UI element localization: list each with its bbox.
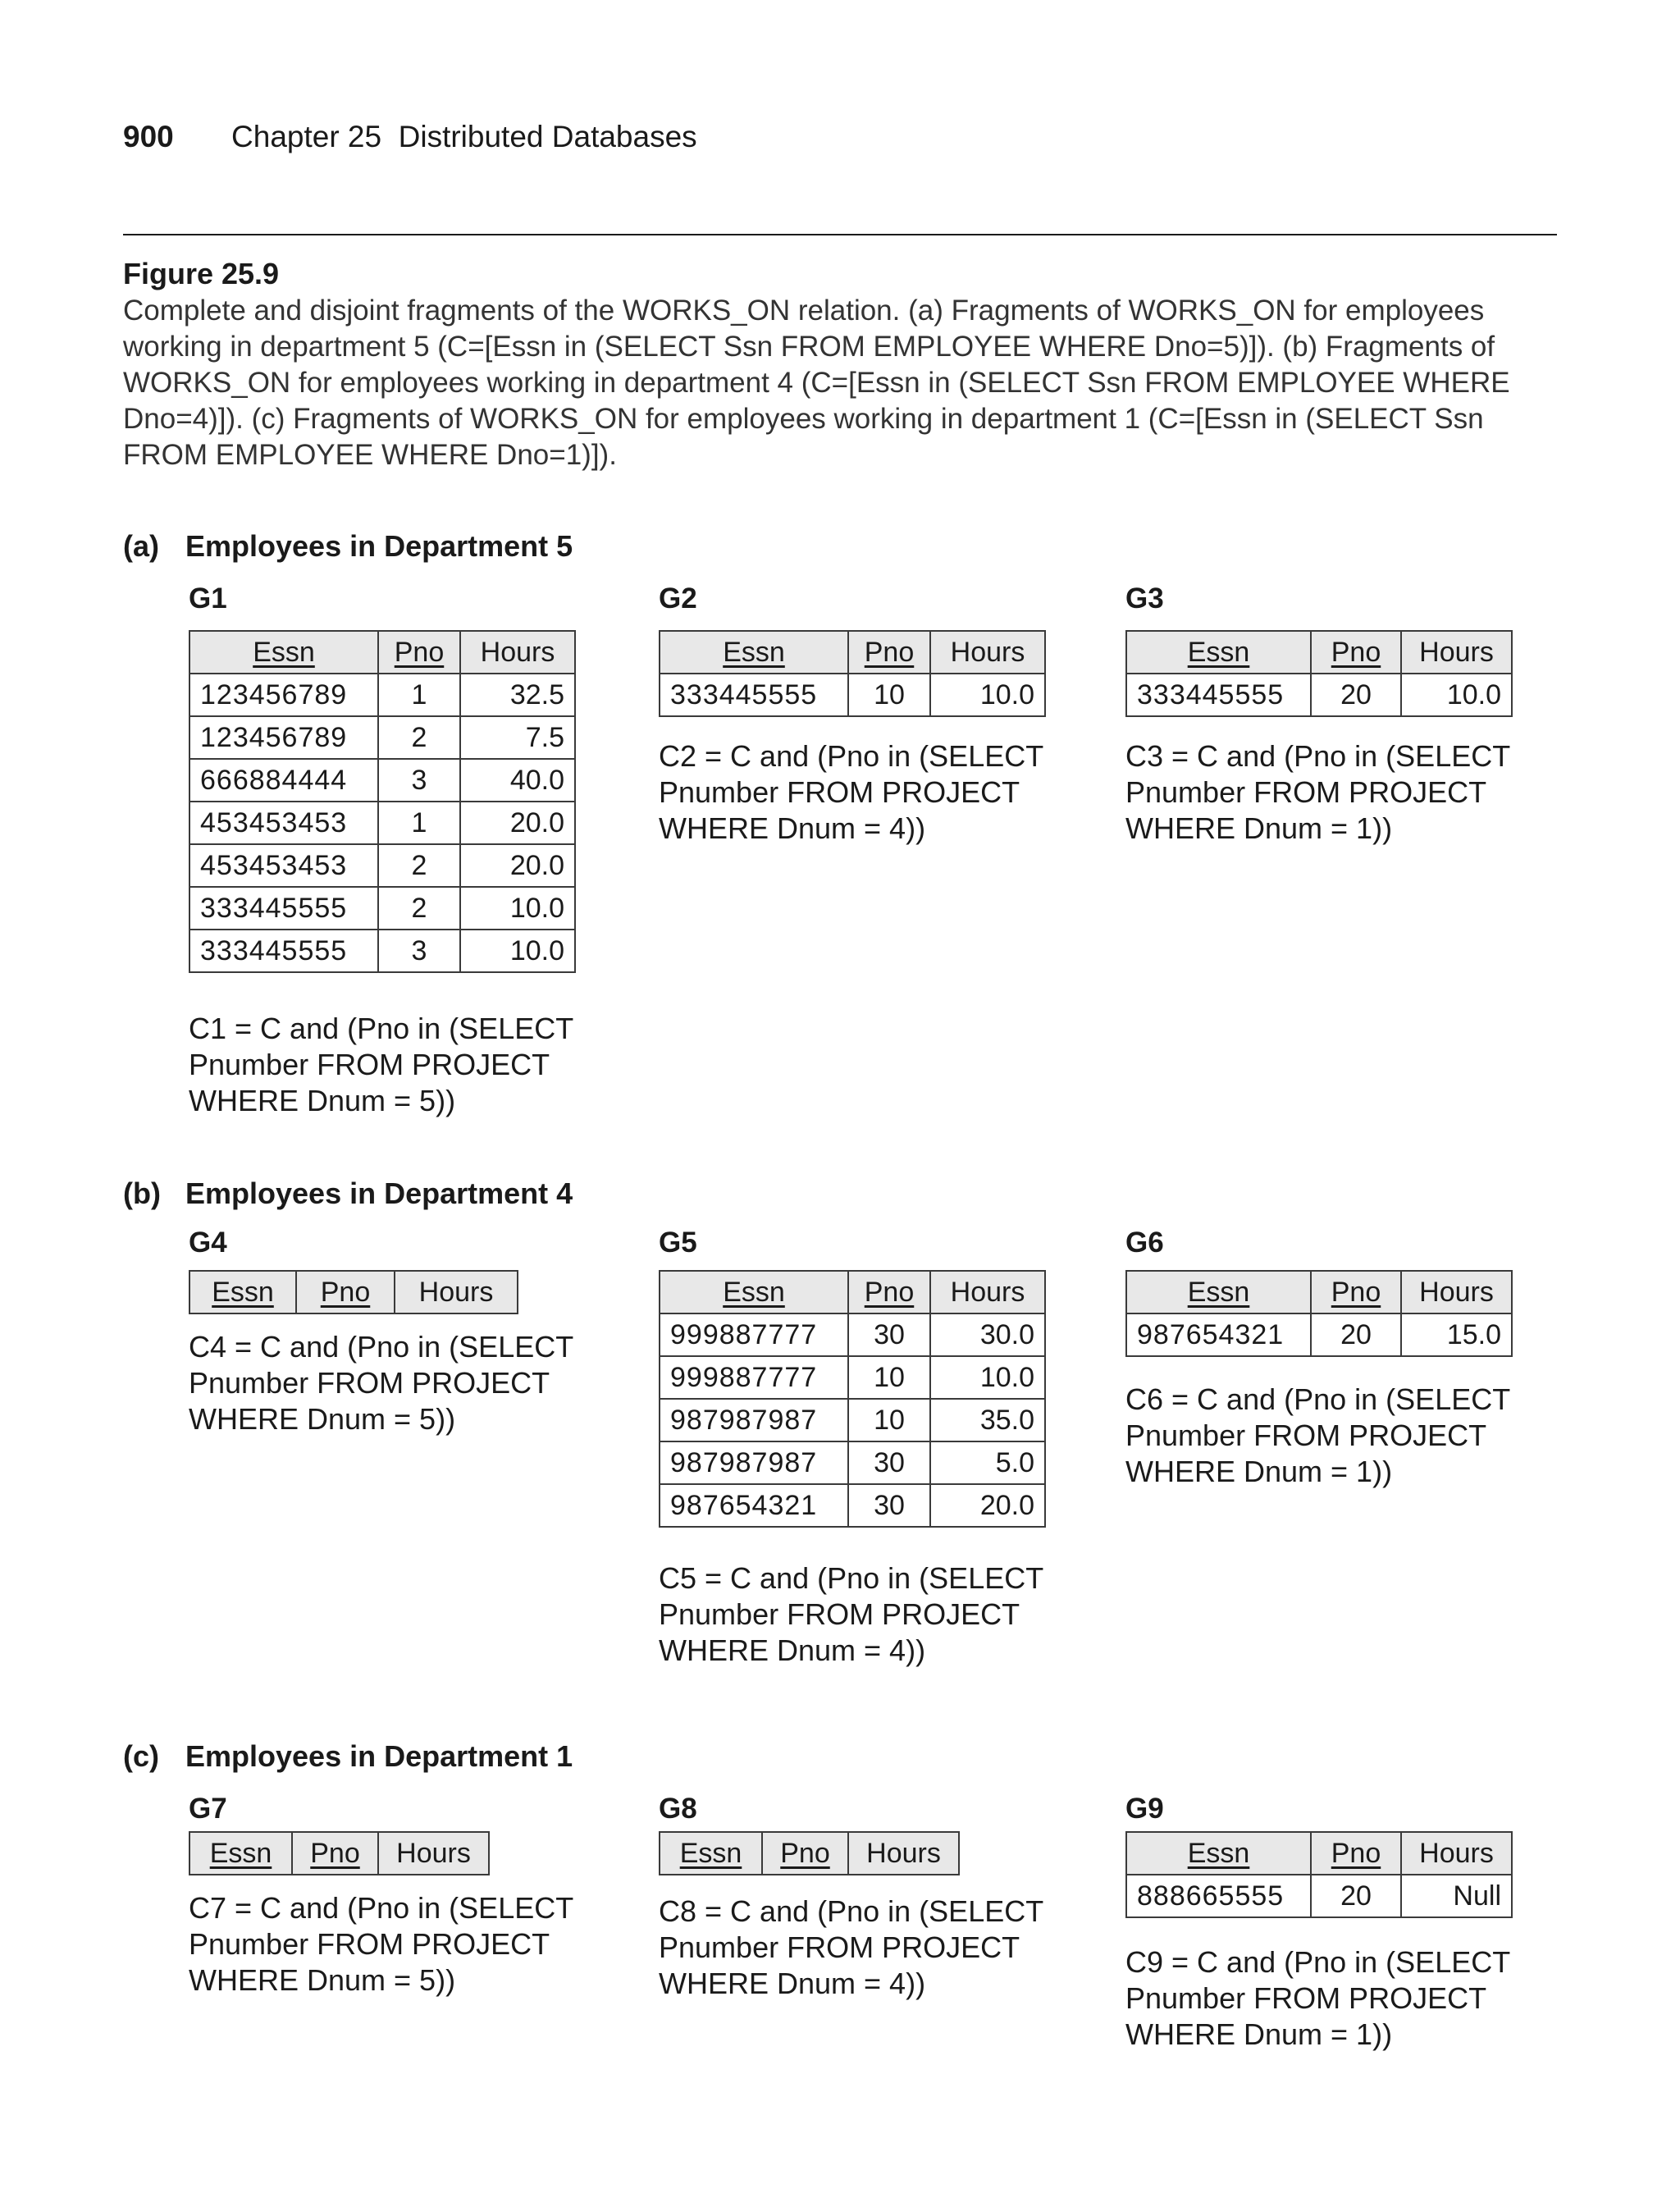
works-on-table — [1125, 1831, 1513, 1918]
works-on-table — [189, 630, 576, 973]
cell-essn: 999887777 — [660, 1313, 848, 1356]
fragment-label: G5 — [659, 1227, 697, 1259]
table-row — [1126, 1875, 1512, 1917]
condition-line: WHERE Dnum = 1)) — [1125, 2017, 1393, 2051]
fragment-condition — [659, 738, 1085, 847]
cell-hours: 7.5 — [460, 716, 575, 759]
cell-pno: 1 — [378, 802, 460, 844]
table-row — [660, 1313, 1045, 1356]
table-row — [189, 887, 575, 930]
table-row — [660, 1399, 1045, 1441]
column-header-pno: Pno — [1311, 631, 1401, 674]
running-title: Chapter 25 Distributed Databases — [231, 120, 697, 153]
fragment-label: G1 — [189, 582, 227, 614]
cell-pno: 2 — [378, 887, 460, 930]
cell-pno: 30 — [848, 1484, 930, 1527]
condition-line: Pnumber FROM PROJECT — [1125, 775, 1487, 809]
works-on-table — [1125, 1270, 1513, 1357]
condition-line: C7 = C and (Pno in (SELECT — [189, 1891, 574, 1925]
condition-line: C1 = C and (Pno in (SELECT — [189, 1012, 574, 1045]
cell-hours: 10.0 — [930, 674, 1045, 716]
fragment-condition — [189, 1329, 615, 1437]
works-on-table — [659, 1831, 960, 1875]
condition-line: WHERE Dnum = 1)) — [1125, 1455, 1393, 1488]
works-on-table — [189, 1831, 490, 1875]
cell-essn: 987987987 — [660, 1441, 848, 1484]
column-header-essn: Essn — [660, 1832, 762, 1875]
table-row — [189, 844, 575, 887]
running-header — [123, 120, 697, 154]
column-header-essn: Essn — [660, 1271, 848, 1313]
section-c-heading — [123, 1739, 573, 1774]
table-row — [1126, 1313, 1512, 1356]
cell-hours: 10.0 — [1401, 674, 1512, 716]
cell-hours: 32.5 — [460, 674, 575, 716]
column-header-hours: Hours — [1401, 1271, 1512, 1313]
cell-essn: 333445555 — [189, 887, 378, 930]
cell-hours: 10.0 — [460, 930, 575, 972]
table-row — [189, 674, 575, 716]
table-header-row — [660, 1832, 959, 1875]
cell-hours: 35.0 — [930, 1399, 1045, 1441]
fragment-label: G4 — [189, 1227, 227, 1259]
column-header-pno: Pno — [296, 1271, 395, 1313]
cell-hours: 10.0 — [460, 887, 575, 930]
condition-line: WHERE Dnum = 1)) — [1125, 811, 1393, 845]
section-letter: (b) — [123, 1176, 161, 1210]
condition-line: WHERE Dnum = 4)) — [659, 811, 926, 845]
cell-hours: 20.0 — [930, 1484, 1045, 1527]
condition-line: WHERE Dnum = 5)) — [189, 1084, 456, 1117]
table-row — [1126, 674, 1512, 716]
column-header-pno: Pno — [378, 631, 460, 674]
cell-hours: 15.0 — [1401, 1313, 1512, 1356]
cell-essn: 987654321 — [1126, 1313, 1311, 1356]
table-header-row — [189, 1271, 518, 1313]
condition-line: C6 = C and (Pno in (SELECT — [1125, 1382, 1511, 1416]
table-row — [189, 802, 575, 844]
condition-line: Pnumber FROM PROJECT — [659, 1597, 1020, 1631]
fragment-label: G3 — [1125, 582, 1164, 614]
cell-pno: 30 — [848, 1313, 930, 1356]
table-row — [189, 930, 575, 972]
condition-line: WHERE Dnum = 4)) — [659, 1633, 926, 1667]
figure-caption: Complete and disjoint fragments of the WORKS_ON relation. (a) Fragments of WORKS_ON for employees working in department 5 (C=[Essn in (SELECT Ssn FROM EMPLOYEE WHERE Dno=5)]). (b) Fragments of WORKS_ON for employees working in department 4 (C=[Essn in (SELECT Ssn FROM EMPLOYEE WHERE Dno=4)]). (c) Fragments of WORKS_ON for employees working in department 1 (C=[Essn in (SELECT Ssn FROM EMPLOYEE WHERE Dno=1)]). — [123, 295, 1510, 471]
section-letter: (a) — [123, 529, 159, 563]
cell-hours: 20.0 — [460, 844, 575, 887]
table-row — [189, 759, 575, 802]
header-rule — [123, 234, 1557, 235]
cell-pno: 20 — [1311, 674, 1401, 716]
table-header-row — [1126, 1271, 1512, 1313]
section-a-heading — [123, 529, 573, 564]
condition-line: WHERE Dnum = 4)) — [659, 1967, 926, 2000]
cell-pno: 10 — [848, 674, 930, 716]
condition-line: C5 = C and (Pno in (SELECT — [659, 1561, 1044, 1595]
cell-pno: 2 — [378, 716, 460, 759]
fragment-condition — [1125, 1382, 1552, 1490]
column-header-essn: Essn — [1126, 1271, 1311, 1313]
condition-line: C3 = C and (Pno in (SELECT — [1125, 739, 1511, 773]
section-title: Employees in Department 1 — [185, 1739, 573, 1773]
condition-line: WHERE Dnum = 5)) — [189, 1963, 456, 1997]
figure-label: Figure 25.9 — [123, 257, 280, 290]
cell-pno: 1 — [378, 674, 460, 716]
fragment-condition — [189, 1011, 615, 1119]
cell-hours: Null — [1401, 1875, 1512, 1917]
table-row — [660, 1441, 1045, 1484]
column-header-pno: Pno — [292, 1832, 378, 1875]
cell-pno: 10 — [848, 1399, 930, 1441]
section-title: Employees in Department 4 — [185, 1176, 573, 1210]
cell-essn: 987987987 — [660, 1399, 848, 1441]
cell-pno: 2 — [378, 844, 460, 887]
fragment-condition — [659, 1894, 1085, 2002]
table-header-row — [1126, 1832, 1512, 1875]
cell-essn: 123456789 — [189, 716, 378, 759]
cell-essn: 987654321 — [660, 1484, 848, 1527]
condition-line: Pnumber FROM PROJECT — [659, 1930, 1020, 1964]
condition-line: C8 = C and (Pno in (SELECT — [659, 1894, 1044, 1928]
condition-line: Pnumber FROM PROJECT — [659, 775, 1020, 809]
cell-pno: 3 — [378, 930, 460, 972]
section-title: Employees in Department 5 — [185, 529, 573, 563]
column-header-hours: Hours — [848, 1832, 959, 1875]
column-header-essn: Essn — [189, 1271, 296, 1313]
condition-line: C2 = C and (Pno in (SELECT — [659, 739, 1044, 773]
column-header-hours: Hours — [930, 1271, 1045, 1313]
cell-essn: 333445555 — [189, 930, 378, 972]
cell-essn: 453453453 — [189, 844, 378, 887]
column-header-essn: Essn — [1126, 631, 1311, 674]
column-header-hours: Hours — [378, 1832, 489, 1875]
cell-hours: 30.0 — [930, 1313, 1045, 1356]
cell-hours: 5.0 — [930, 1441, 1045, 1484]
fragment-label: G6 — [1125, 1227, 1164, 1259]
fragment-label: G2 — [659, 582, 697, 614]
fragment-condition — [189, 1890, 615, 1999]
cell-pno: 3 — [378, 759, 460, 802]
fragment-condition — [1125, 738, 1552, 847]
cell-essn: 453453453 — [189, 802, 378, 844]
cell-essn: 666884444 — [189, 759, 378, 802]
table-header-row — [660, 631, 1045, 674]
cell-pno: 30 — [848, 1441, 930, 1484]
table-header-row — [1126, 631, 1512, 674]
column-header-essn: Essn — [1126, 1832, 1311, 1875]
works-on-table — [189, 1270, 518, 1314]
table-header-row — [189, 631, 575, 674]
table-row — [189, 716, 575, 759]
cell-hours: 10.0 — [930, 1356, 1045, 1399]
cell-essn: 999887777 — [660, 1356, 848, 1399]
column-header-pno: Pno — [848, 1271, 930, 1313]
column-header-essn: Essn — [189, 1832, 292, 1875]
column-header-hours: Hours — [395, 1271, 518, 1313]
condition-line: Pnumber FROM PROJECT — [1125, 1981, 1487, 2015]
condition-line: Pnumber FROM PROJECT — [189, 1366, 550, 1400]
condition-line: Pnumber FROM PROJECT — [189, 1048, 550, 1081]
column-header-pno: Pno — [762, 1832, 848, 1875]
cell-essn: 333445555 — [660, 674, 848, 716]
cell-hours: 40.0 — [460, 759, 575, 802]
table-header-row — [189, 1832, 489, 1875]
fragment-condition — [659, 1560, 1085, 1669]
cell-pno: 20 — [1311, 1313, 1401, 1356]
table-row — [660, 1356, 1045, 1399]
table-header-row — [660, 1271, 1045, 1313]
cell-pno: 20 — [1311, 1875, 1401, 1917]
fragment-label: G9 — [1125, 1793, 1164, 1825]
works-on-table — [659, 630, 1046, 717]
column-header-pno: Pno — [848, 631, 930, 674]
column-header-essn: Essn — [189, 631, 378, 674]
fragment-condition — [1125, 1944, 1552, 2053]
column-header-pno: Pno — [1311, 1271, 1401, 1313]
column-header-hours: Hours — [1401, 631, 1512, 674]
cell-pno: 10 — [848, 1356, 930, 1399]
fragment-label: G8 — [659, 1793, 697, 1825]
condition-line: Pnumber FROM PROJECT — [189, 1927, 550, 1961]
condition-line: C9 = C and (Pno in (SELECT — [1125, 1945, 1511, 1979]
cell-essn: 333445555 — [1126, 674, 1311, 716]
column-header-essn: Essn — [660, 631, 848, 674]
cell-essn: 123456789 — [189, 674, 378, 716]
cell-hours: 20.0 — [460, 802, 575, 844]
works-on-table — [659, 1270, 1046, 1528]
column-header-pno: Pno — [1311, 1832, 1401, 1875]
fragment-label: G7 — [189, 1793, 227, 1825]
condition-line: Pnumber FROM PROJECT — [1125, 1419, 1487, 1452]
cell-essn: 888665555 — [1126, 1875, 1311, 1917]
works-on-table — [1125, 630, 1513, 717]
condition-line: WHERE Dnum = 5)) — [189, 1402, 456, 1436]
section-b-heading — [123, 1176, 573, 1211]
column-header-hours: Hours — [460, 631, 575, 674]
table-row — [660, 1484, 1045, 1527]
table-row — [660, 674, 1045, 716]
column-header-hours: Hours — [1401, 1832, 1512, 1875]
section-letter: (c) — [123, 1739, 159, 1773]
condition-line: C4 = C and (Pno in (SELECT — [189, 1330, 574, 1364]
column-header-hours: Hours — [930, 631, 1045, 674]
page-number: 900 — [123, 120, 174, 153]
